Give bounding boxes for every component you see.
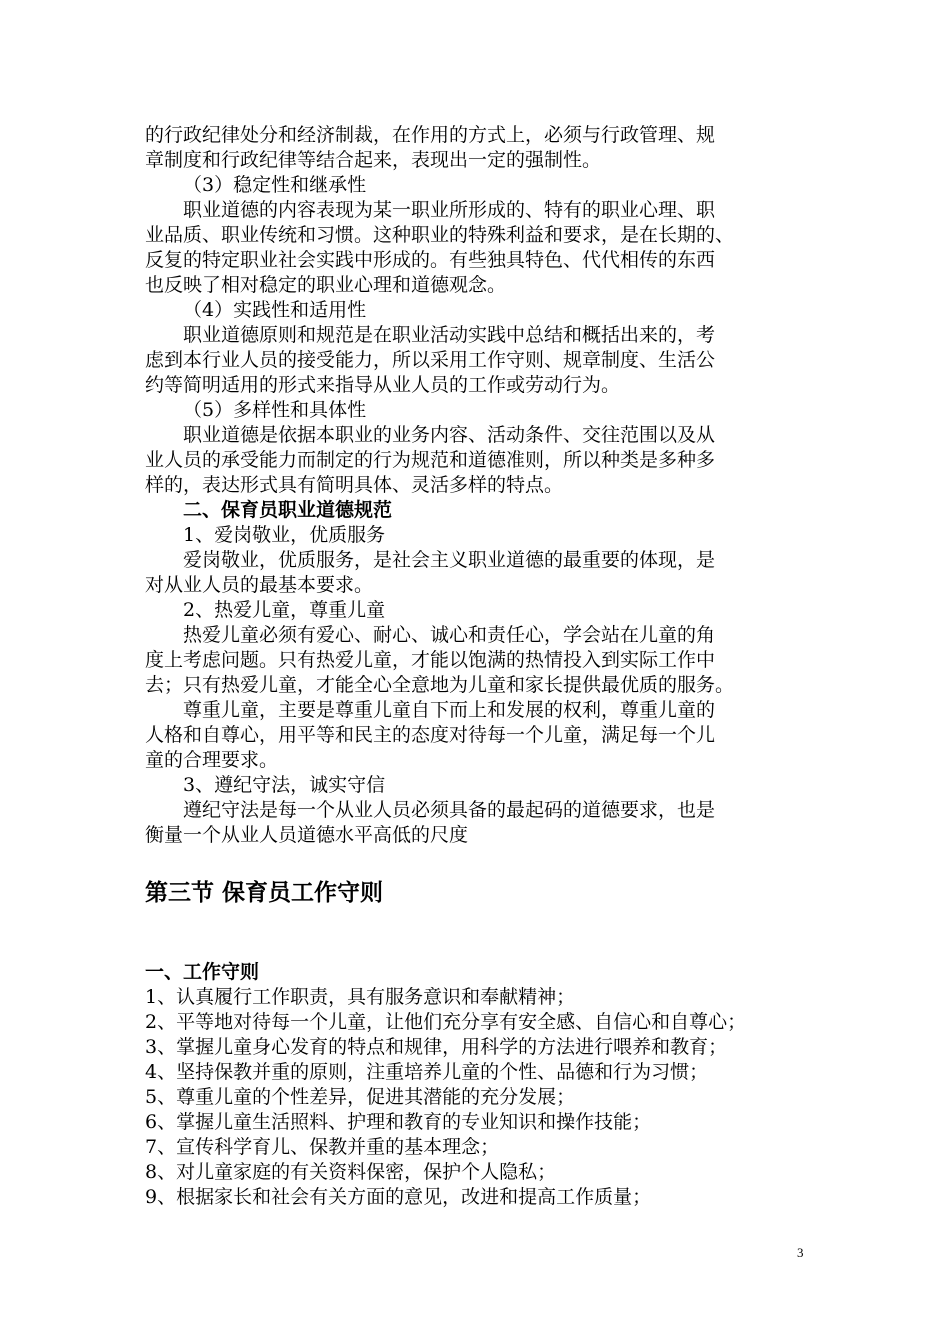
body-text [145,123,825,848]
body-line: 职业道德的内容表现为某一职业所形成的、特有的职业心理、职 [183,199,716,221]
body-line: 人格和自尊心，用平等和民主的态度对待每一个儿童，满足每一个儿 [145,724,716,746]
body-line: （5）多样性和具体性 [183,399,367,421]
rule-item: 6、掌握儿童生活照料、护理和教育的专业知识和操作技能； [145,1111,652,1133]
rule-item: 1、认真履行工作职责，具有服务意识和奉献精神； [145,986,576,1008]
rule-item: 5、尊重儿童的个性差异，促进其潜能的充分发展； [145,1086,576,1108]
body-line: 约等简明适用的形式来指导从业人员的工作或劳动行为。 [145,374,621,396]
body-line: 职业道德原则和规范是在职业活动实践中总结和概括出来的，考 [183,324,716,346]
body-line: 热爱儿童必须有爱心、耐心、诚心和责任心，学会站在儿童的角 [183,624,716,646]
rule-item: 3、掌握儿童身心发育的特点和规律，用科学的方法进行喂养和教育； [145,1036,728,1058]
rule-item: 4、坚持保教并重的原则，注重培养儿童的个性、品德和行为习惯； [145,1061,709,1083]
body-line: 也反映了相对稳定的职业心理和道德观念。 [145,274,507,296]
body-line: （4）实践性和适用性 [183,299,367,321]
body-line: 童的合理要求。 [145,749,279,771]
body-line: 业人员的承受能力而制定的行为规范和道德准则，所以种类是多种多 [145,449,716,471]
body-line: 反复的特定职业社会实践中形成的。有些独具特色、代代相传的东西 [145,249,716,271]
rule-item: 7、宣传科学育儿、保教并重的基本理念； [145,1136,500,1158]
body-line: 2、热爱儿童，尊重儿童 [183,599,386,621]
section-heading: 二、保育员职业道德规范 [183,499,393,521]
rules-list [145,985,825,1210]
body-line: 去；只有热爱儿童，才能全心全意地为儿童和家长提供最优质的服务。 [145,674,735,696]
body-line: 爱岗敬业，优质服务，是社会主义职业道德的最重要的体现，是 [183,549,716,571]
body-line: 尊重儿童，主要是尊重儿童自下而上和发展的权利，尊重儿童的 [183,699,716,721]
document-page [145,123,825,1210]
body-line: 样的，表达形式具有简明具体、灵活多样的特点。 [145,474,564,496]
rule-item: 2、平等地对待每一个儿童，让他们充分享有安全感、自信心和自尊心； [145,1011,747,1033]
body-line: 度上考虑问题。只有热爱儿童，才能以饱满的热情投入到实际工作中 [145,649,716,671]
body-line: 对从业人员的最基本要求。 [145,574,374,596]
subsection-title: 一、工作守则 [145,961,260,983]
body-line: 的行政纪律处分和经济制裁，在作用的方式上，必须与行政管理、规 [145,124,716,146]
section-title: 第三节 保育员工作守则 [145,879,384,906]
body-line: 章制度和行政纪律等结合起来，表现出一定的强制性。 [145,149,602,171]
page-number: 3 [797,1245,804,1260]
body-line: 遵纪守法是每一个从业人员必须具备的最起码的道德要求，也是 [183,799,716,821]
body-line: 1、爱岗敬业，优质服务 [183,524,386,546]
body-line: （3）稳定性和继承性 [183,174,367,196]
body-line: 虑到本行业人员的接受能力，所以采用工作守则、规章制度、生活公 [145,349,716,371]
body-line: 3、遵纪守法，诚实守信 [183,774,386,796]
rule-item: 9、根据家长和社会有关方面的意见，改进和提高工作质量； [145,1186,652,1208]
body-line: 衡量一个从业人员道德水平高低的尺度 [145,824,469,846]
body-line: 业品质、职业传统和习惯。这种职业的特殊利益和要求，是在长期的、 [145,224,735,246]
body-line: 职业道德是依据本职业的业务内容、活动条件、交往范围以及从 [183,424,716,446]
rule-item: 8、对儿童家庭的有关资料保密，保护个人隐私； [145,1161,557,1183]
